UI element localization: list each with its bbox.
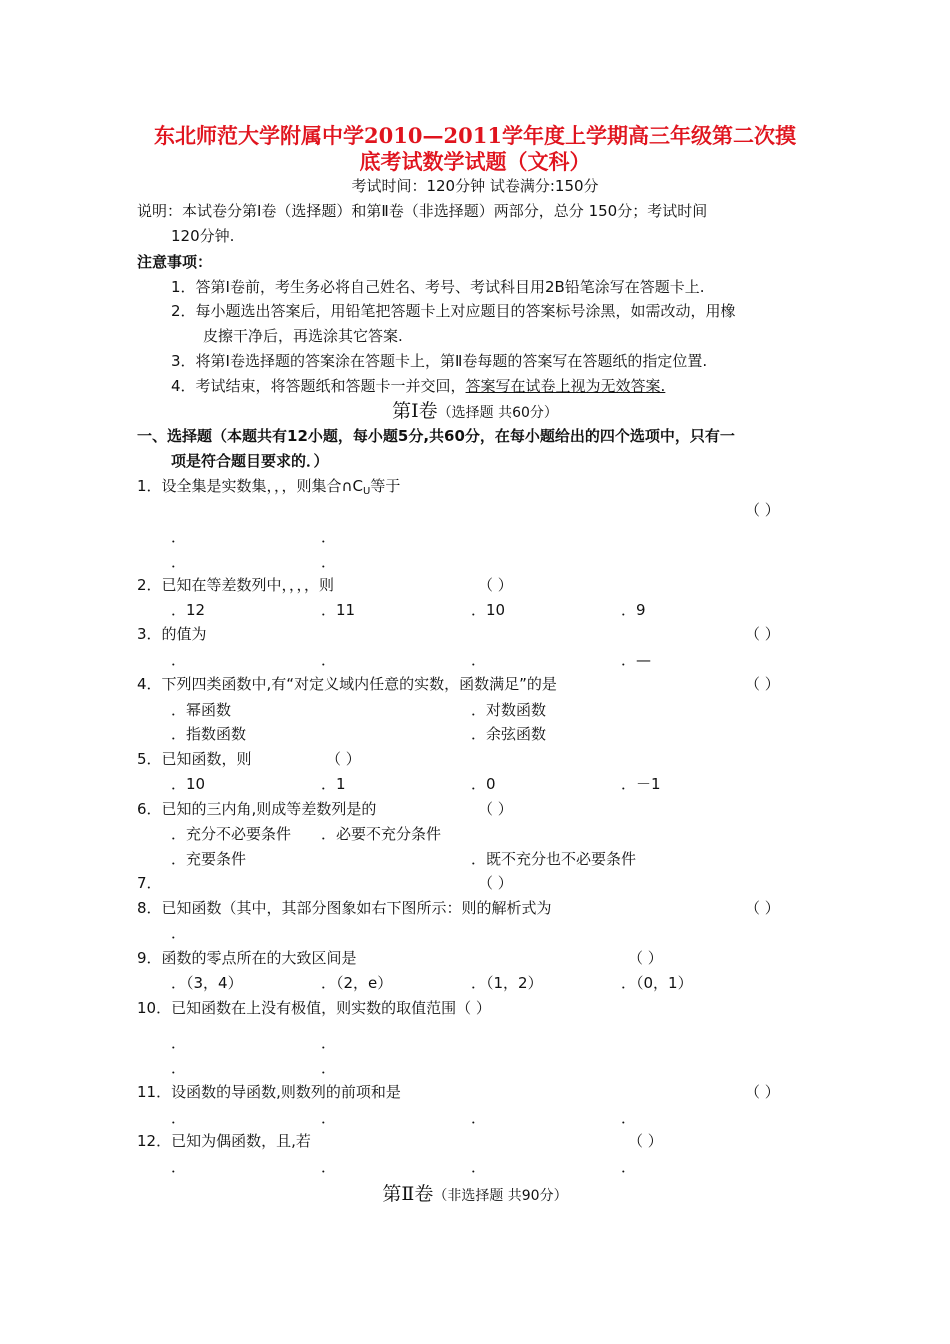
part1-subtitle: （选择题 共60分） xyxy=(437,405,558,421)
question-9-option-a: ．（3，4） xyxy=(171,974,243,992)
question-1-option-a: ． xyxy=(171,528,187,546)
intro-line1: 说明：本试卷分第Ⅰ卷（选择题）和第Ⅱ卷（非选择题）两部分，总分 150分；考试时间 xyxy=(137,202,708,220)
question-10-option-b: ． xyxy=(321,1034,337,1052)
question-2-option-b: ．11 xyxy=(321,601,356,619)
intro-line2: 120分钟. xyxy=(171,227,235,245)
question-1-option-c: ． xyxy=(171,553,187,571)
question-3-option-b: ． xyxy=(321,651,337,669)
question-3-option-a: ． xyxy=(171,651,187,669)
question-12-option-d: ． xyxy=(621,1158,637,1176)
question-7-stem: 7． xyxy=(137,874,162,892)
question-12-answer-paren: （ ） xyxy=(628,1132,663,1150)
question-2-option-c: ．10 xyxy=(471,601,506,619)
question-4-option-c: ．指数函数 xyxy=(171,725,247,743)
question-3-answer-paren: （ ） xyxy=(745,625,780,643)
question-11-option-a: ． xyxy=(171,1109,187,1127)
question-1 xyxy=(137,476,400,502)
question-4-answer-paren: （ ） xyxy=(745,675,780,693)
question-8-answer-paren: （ ） xyxy=(745,899,780,917)
question-1-option-d: ． xyxy=(321,553,337,571)
notice-item-3: 3．将第Ⅰ卷选择题的答案涂在答题卡上，第Ⅱ卷每题的答案写在答题纸的指定位置. xyxy=(171,352,708,370)
question-2-stem: 2．已知在等差数列中，，，，则 xyxy=(137,576,335,594)
exam-title-line1: 东北师范大学附属中学2010—2011学年度上学期高三年级第二次摸 xyxy=(154,123,796,148)
question-3-option-d: ．— xyxy=(621,651,652,669)
question-4-stem: 4．下列四类函数中,有“对定义域内任意的实数，函数满足”的是 xyxy=(137,675,557,693)
question-5-option-b: ．1 xyxy=(321,775,346,793)
question-10-option-c: ． xyxy=(171,1059,187,1077)
question-9-stem: 9．函数的零点所在的大致区间是 xyxy=(137,949,357,967)
exam-title-line2: 底考试数学试题（文科） xyxy=(359,149,591,174)
question-10-option-a: ． xyxy=(171,1034,187,1052)
question-1-option-b: ． xyxy=(321,528,337,546)
question-11-option-c: ． xyxy=(471,1109,487,1127)
question-5-stem: 5．已知函数，则 xyxy=(137,750,252,768)
question-2-option-a: ．12 xyxy=(171,601,206,619)
question-1-stem: 1．设全集是实数集，，，则集合∩C xyxy=(137,477,363,495)
question-11-option-b: ． xyxy=(321,1109,337,1127)
question-8-stem: 8．已知函数（其中，其部分图象如右下图所示：则的解析式为 xyxy=(137,899,552,917)
question-11-answer-paren: （ ） xyxy=(745,1083,780,1101)
question-11-stem: 11．设函数的导函数,则数列的前项和是 xyxy=(137,1083,401,1101)
notice-item-2-cont: 皮擦干净后，再选涂其它答案. xyxy=(203,327,403,345)
question-5-option-d: ．－1 xyxy=(621,775,661,793)
question-4-option-a: ．幂函数 xyxy=(171,701,232,719)
notice-item-4-text: 4．考试结束，将答题纸和答题卡一并交回， xyxy=(171,377,466,395)
question-3-option-c: ． xyxy=(471,651,487,669)
question-7-answer-paren: （ ） xyxy=(478,874,513,892)
section-instructions: 一、选择题（本题共有12小题，每小题5分,共60分，在每小题给出的四个选项中，只有一 xyxy=(137,427,735,445)
question-6-option-d: ．既不充分也不必要条件 xyxy=(471,850,637,868)
question-6-option-b: ．必要不充分条件 xyxy=(321,825,442,843)
question-8-option-a: ． xyxy=(171,924,187,942)
question-9-option-d: ．（0，1） xyxy=(621,974,693,992)
question-6-option-a: ．充分不必要条件 xyxy=(171,825,292,843)
question-12-option-c: ． xyxy=(471,1158,487,1176)
question-5-answer-paren: （ ） xyxy=(326,750,361,768)
question-5-option-c: ．0 xyxy=(471,775,496,793)
question-1-tail: 等于 xyxy=(370,477,401,495)
question-4-option-b: ．对数函数 xyxy=(471,701,547,719)
part2-title: 第Ⅱ卷 xyxy=(382,1183,434,1205)
exam-info: 考试时间：120分钟 试卷满分:150分 xyxy=(351,177,599,195)
question-2-option-d: ．9 xyxy=(621,601,646,619)
question-11-option-d: ． xyxy=(621,1109,637,1127)
question-2-answer-paren: （ ） xyxy=(478,576,513,594)
question-1-subscript: U xyxy=(363,486,371,497)
notice-item-1: 1．答第Ⅰ卷前，考生务必将自己姓名、考号、考试科目用2B铅笔涂写在答题卡上. xyxy=(171,278,705,296)
question-6-option-c: ．充要条件 xyxy=(171,850,247,868)
question-9-option-b: ．（2，e） xyxy=(321,974,393,992)
question-4-option-d: ．余弦函数 xyxy=(471,725,547,743)
notice-item-4-warning: 答案写在试卷上视为无效答案. xyxy=(465,377,666,395)
part2-subtitle: （非选择题 共90分） xyxy=(433,1188,568,1204)
question-12-option-b: ． xyxy=(321,1158,337,1176)
question-5-option-a: ．10 xyxy=(171,775,206,793)
notice-item-4 xyxy=(171,376,665,396)
question-10-stem: 10．已知函数在上没有极值，则实数的取值范围（ ） xyxy=(137,999,491,1017)
question-9-answer-paren: （ ） xyxy=(628,949,663,967)
question-12-stem: 12．已知为偶函数，且,若 xyxy=(137,1132,311,1150)
notice-heading: 注意事项： xyxy=(137,253,213,271)
question-9-option-c: ．（1，2） xyxy=(471,974,543,992)
question-10-option-d: ． xyxy=(321,1059,337,1077)
part1-title: 第Ⅰ卷 xyxy=(392,400,438,422)
part2-heading xyxy=(0,1182,950,1208)
question-6-answer-paren: （ ） xyxy=(478,800,513,818)
section-instructions-cont: 项是符合题目要求的．） xyxy=(171,452,329,470)
question-12-option-a: ． xyxy=(171,1158,187,1176)
notice-item-2: 2．每小题选出答案后，用铅笔把答题卡上对应题目的答案标号涂黑，如需改动，用橡 xyxy=(171,302,736,320)
question-6-stem: 6．已知的三内角,则成等差数列是的 xyxy=(137,800,377,818)
part1-heading xyxy=(0,399,950,425)
question-1-answer-paren: （ ） xyxy=(745,501,780,519)
question-3-stem: 3．的值为 xyxy=(137,625,207,643)
